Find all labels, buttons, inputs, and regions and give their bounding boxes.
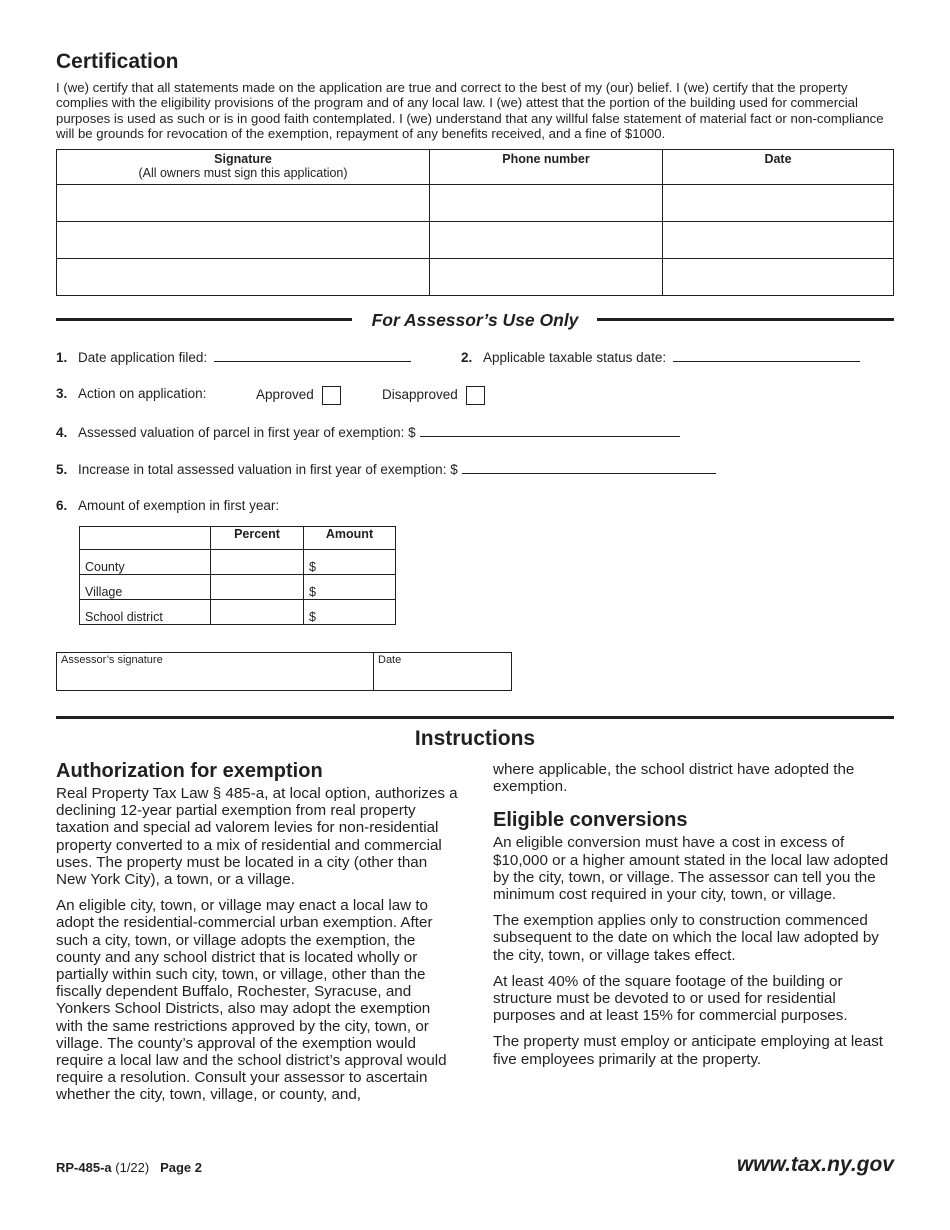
school-amount-field[interactable]: $ <box>304 600 396 625</box>
item-label: Date application filed: <box>78 350 208 365</box>
form-revision: (1/22) <box>115 1160 150 1175</box>
instructions-right-column <box>493 761 895 1077</box>
eligible-paragraph-4: The property must employ or anticipate employing at least five employees primarily at the property. <box>493 1033 884 1068</box>
authorization-paragraph-2: An eligible city, town, or village may enact a local law to adopt the residential-commercial urban exemption. After such a city, town, or village adopts the exemption, the county and any school district that is located wholly or partially within such city, town, or village, other than the fiscally dependent Buffalo, Rochester, Syracuse, and Yonkers School Districts, also may adopt the exemption with the same restrictions approved by the city, town, or village. The county’s approval of the exemption would require a local law and the school district’s approval would require a resolution. Consult your assessor to ascertain whether the city, town, village, or county, and, <box>56 897 447 1104</box>
phone-header <box>430 150 663 185</box>
exemption-row-label: Village <box>80 575 211 600</box>
date-field-3[interactable] <box>663 259 894 296</box>
date-header <box>663 150 894 185</box>
eligible-paragraph-2: The exemption applies only to construction commenced subsequent to the date on which the local law adopted by the city, town, or village takes effect. <box>493 912 879 964</box>
item-exemption-amount <box>56 498 279 513</box>
item-number: 1. <box>56 350 68 365</box>
approved-option <box>256 386 341 405</box>
percent-header: Percent <box>211 527 304 550</box>
disapproved-option <box>382 386 485 405</box>
village-amount-field[interactable]: $ <box>304 575 396 600</box>
exemption-table <box>79 526 396 625</box>
item-label: Assessed valuation of parcel in first year of exemption: $ <box>78 425 416 440</box>
assessor-signature-label: Assessor’s signature <box>61 654 163 666</box>
certification-text: I (we) certify that all statements made on the application are true and correct to the best of my (our) belief. I (we) certify that the property complies with the eligibility provisions of the program and of any local law. I (we) attest that the portion of the building used for commercial purposes is used as such or is in good faith contemplated. I (we) understand that any willful false statement of material fact or non-compliance will be grounds for revocation of the exemption, repayment of any benefits received, and a fine of $1000. <box>56 80 884 142</box>
item-number: 3. <box>56 386 68 401</box>
footer-form-info <box>56 1160 202 1175</box>
page-number: Page 2 <box>160 1160 202 1175</box>
authorization-paragraph-1: Real Property Tax Law § 485-a, at local option, authorizes a declining 12-year partial exemption from real property taxation and special ad valorem levies for non-residential property converted to a mix of residential and commercial uses. The property must be located in a city (other than New York City), a town, or a village. <box>56 785 458 889</box>
item-increase-valuation <box>56 461 716 477</box>
item-action <box>56 386 206 401</box>
authorization-paragraph-3: where applicable, the school district have adopted the exemption. <box>493 761 855 796</box>
instructions-rule <box>56 716 894 719</box>
assessor-signature-field[interactable] <box>57 653 374 691</box>
website-link[interactable]: www.tax.ny.gov <box>736 1153 894 1176</box>
school-percent-field[interactable] <box>211 600 304 625</box>
item-number: 4. <box>56 425 68 440</box>
eligible-conversions-heading: Eligible conversions <box>493 809 688 832</box>
village-percent-field[interactable] <box>211 575 304 600</box>
item-number: 5. <box>56 462 68 477</box>
owner-signature-table <box>56 149 894 296</box>
phone-header-label: Phone number <box>502 152 590 166</box>
certification-title: Certification <box>56 50 179 73</box>
assessor-date-field[interactable] <box>374 653 512 691</box>
county-amount-field[interactable]: $ <box>304 550 396 575</box>
item-assessed-valuation <box>56 424 680 440</box>
form-id: RP-485-a <box>56 1160 112 1175</box>
instructions-left-column <box>56 760 458 1113</box>
date-field-2[interactable] <box>663 222 894 259</box>
phone-field-2[interactable] <box>430 222 663 259</box>
assessed-valuation-field[interactable] <box>420 424 680 437</box>
taxable-status-date-field[interactable] <box>673 349 860 362</box>
exemption-row-label: County <box>80 550 211 575</box>
signature-subheader-label: (All owners must sign this application) <box>138 166 348 180</box>
signature-header <box>57 150 430 185</box>
exemption-blank-header <box>80 527 211 550</box>
signature-header-label: Signature <box>214 152 272 166</box>
date-header-label: Date <box>764 152 792 166</box>
table-row <box>80 550 396 575</box>
approved-label: Approved <box>256 387 314 403</box>
table-row <box>80 575 396 600</box>
signature-field-3[interactable] <box>57 259 430 296</box>
eligible-paragraph-1: An eligible conversion must have a cost in excess of $10,000 or a higher amount stated in the local law adopted by the city, town, or village. The assessor can tell you the minimum cost required in your city, town, or village. <box>493 834 889 904</box>
item-label: Increase in total assessed valuation in first year of exemption: $ <box>78 462 458 477</box>
assessor-date-label: Date <box>378 654 402 666</box>
signature-field-1[interactable] <box>57 185 430 222</box>
assessor-rule-right <box>597 318 894 321</box>
item-number: 6. <box>56 498 68 513</box>
exemption-row-label: School district <box>80 600 211 625</box>
amount-header: Amount <box>304 527 396 550</box>
assessor-section-title: For Assessor’s Use Only <box>371 310 579 330</box>
phone-field-1[interactable] <box>430 185 663 222</box>
item-label: Amount of exemption in first year: <box>78 498 280 513</box>
item-date-filed <box>56 349 411 365</box>
item-label: Applicable taxable status date: <box>483 350 667 365</box>
item-label: Action on application: <box>78 386 207 401</box>
phone-field-3[interactable] <box>430 259 663 296</box>
assessor-signature-box <box>56 652 512 691</box>
item-taxable-status-date <box>461 349 860 365</box>
date-filed-field[interactable] <box>214 349 411 362</box>
signature-field-2[interactable] <box>57 222 430 259</box>
county-percent-field[interactable] <box>211 550 304 575</box>
increase-valuation-field[interactable] <box>462 461 716 474</box>
item-number: 2. <box>461 350 473 365</box>
instructions-title: Instructions <box>414 727 536 750</box>
approved-checkbox[interactable] <box>322 386 341 405</box>
eligible-paragraph-3: At least 40% of the square footage of the building or structure must be devoted to or used for residential purposes and at least 15% for commercial purposes. <box>493 972 848 1025</box>
authorization-heading: Authorization for exemption <box>56 760 323 782</box>
date-field-1[interactable] <box>663 185 894 222</box>
table-row <box>80 600 396 625</box>
disapproved-checkbox[interactable] <box>466 386 485 405</box>
disapproved-label: Disapproved <box>382 387 458 403</box>
